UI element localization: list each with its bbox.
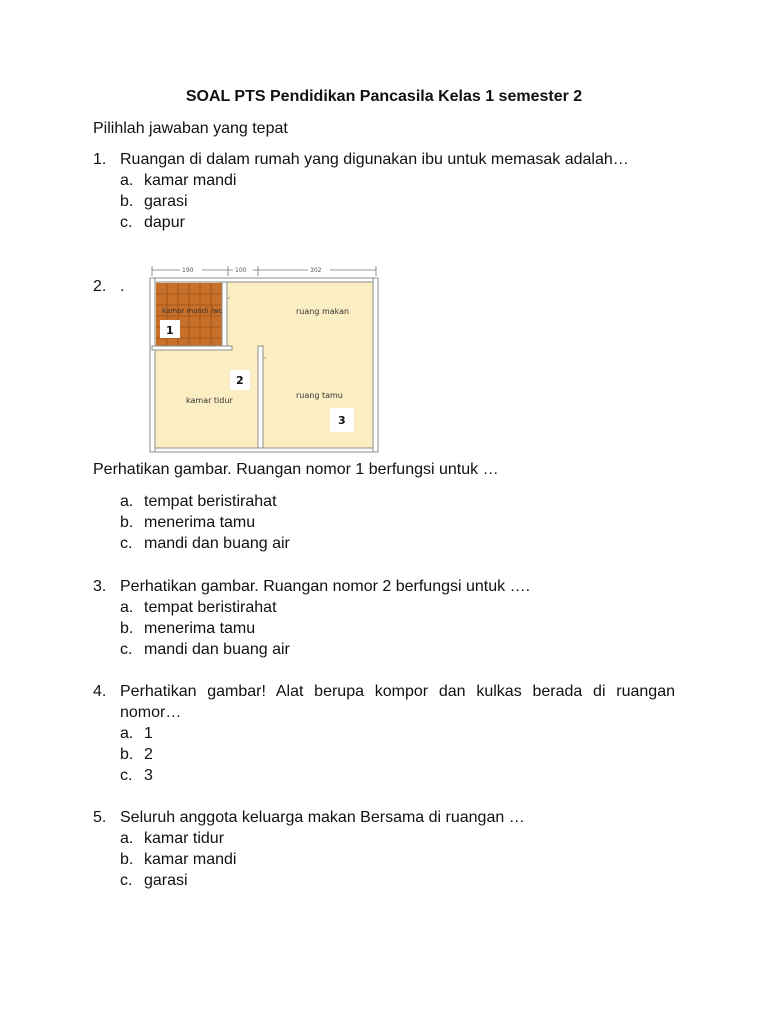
- option: [120, 212, 675, 233]
- dimension-label: 100: [235, 267, 247, 274]
- options-list: [120, 828, 675, 891]
- room-label-living: ruang tamu: [296, 391, 343, 400]
- question-5: [93, 807, 675, 891]
- question-4: [93, 681, 675, 786]
- room-label-dining: ruang makan: [296, 307, 350, 316]
- option: [120, 618, 675, 639]
- question-1: [93, 149, 675, 233]
- option-text: garasi: [144, 872, 188, 889]
- option-text: 2: [144, 746, 153, 763]
- question-stem: .: [120, 278, 125, 295]
- option-text: menerima tamu: [144, 620, 256, 637]
- option-letter: b.: [120, 514, 134, 531]
- question-number: 4.: [93, 683, 107, 700]
- option-letter: a.: [120, 830, 134, 847]
- question-number: 2.: [93, 278, 107, 295]
- option: [120, 870, 675, 891]
- question-2-followup: Perhatikan gambar. Ruangan nomor 1 berfungsi untuk …: [93, 461, 499, 478]
- option-text: tempat beristirahat: [144, 599, 277, 616]
- option-text: mandi dan buang air: [144, 535, 290, 552]
- option: [120, 723, 675, 744]
- options-list: [120, 170, 675, 233]
- option: [120, 491, 675, 512]
- option-text: kamar mandi: [144, 851, 237, 868]
- dimension-label: 302: [310, 267, 322, 274]
- option-letter: c.: [120, 872, 133, 889]
- question-number: 1.: [93, 151, 107, 168]
- question-stem: Perhatikan gambar! Alat berupa kompor dan kulkas berada di ruangan nomor…: [120, 683, 675, 721]
- option-text: 1: [144, 725, 153, 742]
- option: [120, 170, 675, 191]
- option: [120, 639, 675, 660]
- option: [120, 191, 675, 212]
- option: [120, 849, 675, 870]
- options-list: [120, 723, 675, 786]
- question-number: 5.: [93, 809, 107, 826]
- options-list: [120, 597, 675, 660]
- option-letter: a.: [120, 172, 134, 189]
- room-label-bathroom: kamar mandi /wc: [162, 307, 223, 315]
- option-letter: a.: [120, 725, 134, 742]
- option-text: tempat beristirahat: [144, 493, 277, 510]
- option-text: kamar tidur: [144, 830, 225, 847]
- question-2-options: [93, 491, 675, 554]
- marker-3: 3: [338, 414, 346, 427]
- option: [120, 512, 675, 533]
- option-letter: c.: [120, 767, 133, 784]
- question-stem: Ruangan di dalam rumah yang digunakan ibu untuk memasak adalah…: [120, 151, 629, 168]
- option-letter: b.: [120, 851, 134, 868]
- dimension-label: 190: [182, 267, 194, 274]
- page-title: SOAL PTS Pendidikan Pancasila Kelas 1 semester 2: [185, 88, 583, 105]
- marker-2: 2: [236, 374, 244, 387]
- instruction-text: Pilihlah jawaban yang tepat: [93, 120, 288, 137]
- question-stem: Seluruh anggota keluarga makan Bersama di ruangan …: [120, 809, 525, 826]
- room-label-bedroom: kamar tidur: [186, 396, 233, 405]
- option-letter: b.: [120, 746, 134, 763]
- floor-plan-image: [148, 264, 381, 456]
- option-text: dapur: [144, 214, 185, 231]
- marker-1: 1: [166, 324, 174, 337]
- options-list: [120, 491, 675, 554]
- option-letter: c.: [120, 535, 133, 552]
- question-3: [93, 576, 675, 660]
- question-number: 3.: [93, 578, 107, 595]
- option-text: kamar mandi: [144, 172, 237, 189]
- option: [120, 765, 675, 786]
- option-text: mandi dan buang air: [144, 641, 290, 658]
- option-text: 3: [144, 767, 153, 784]
- option-text: garasi: [144, 193, 188, 210]
- option-letter: a.: [120, 599, 134, 616]
- option: [120, 597, 675, 618]
- question-stem: Perhatikan gambar. Ruangan nomor 2 berfungsi untuk ….: [120, 578, 531, 595]
- option-letter: a.: [120, 493, 134, 510]
- option: [120, 744, 675, 765]
- option: [120, 828, 675, 849]
- option: [120, 533, 675, 554]
- option-letter: c.: [120, 641, 133, 658]
- option-letter: b.: [120, 620, 134, 637]
- option-text: menerima tamu: [144, 514, 256, 531]
- option-letter: b.: [120, 193, 134, 210]
- option-letter: c.: [120, 214, 133, 231]
